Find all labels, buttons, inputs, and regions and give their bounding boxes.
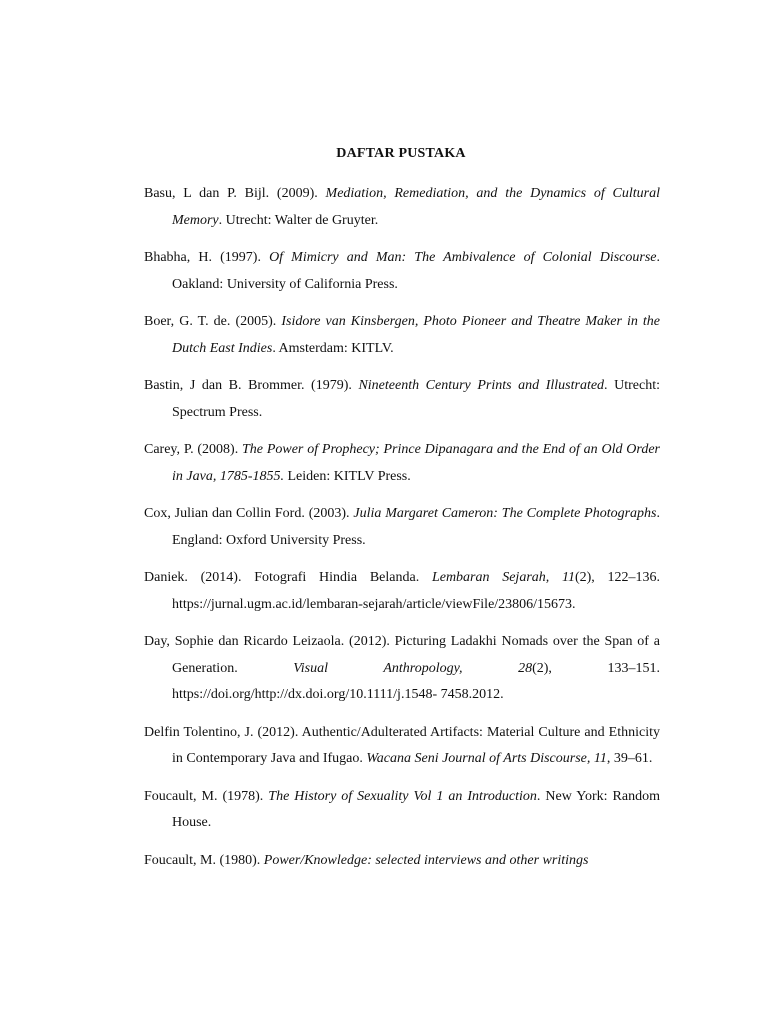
reference-text: . Utrecht: Walter de Gruyter. bbox=[218, 212, 379, 228]
reference-text: , 39–61. bbox=[606, 751, 653, 766]
reference-text: Bastin, J dan B. Brommer. (1979). bbox=[144, 378, 359, 393]
reference-item bbox=[144, 565, 660, 618]
reference-title: Wacana Seni Journal of Arts Discourse, 11 bbox=[366, 751, 607, 766]
reference-text: Carey, P. (2008). bbox=[144, 442, 243, 457]
reference-text: . Utrecht: Spectrum Press. bbox=[172, 378, 660, 420]
reference-item bbox=[144, 309, 660, 362]
reference-text: (2), 133–151. https://doi.org/http://dx.doi.org/10.1111/j.1548- 7458.2012. bbox=[172, 660, 660, 702]
reference-title: Lembaran Sejarah, 11 bbox=[431, 570, 575, 585]
reference-item bbox=[144, 373, 660, 426]
reference-text: Daniek. (2014). Fotografi Hindia Belanda. bbox=[144, 570, 432, 585]
reference-title: Isidore van Kinsbergen, Photo Pioneer and Theatre Maker in the Dutch East Indies bbox=[172, 314, 661, 356]
reference-item bbox=[144, 629, 660, 709]
reference-title: Mediation, Remediation, and the Dynamics of Cultural Memory bbox=[172, 186, 660, 228]
reference-title: Visual Anthropology, 28 bbox=[293, 660, 533, 676]
page-title: DAFTAR PUSTAKA bbox=[336, 146, 466, 161]
reference-item bbox=[144, 181, 660, 234]
reference-text: Boer, G. T. de. (2005). bbox=[144, 314, 282, 329]
reference-text: Leiden: KITLV Press. bbox=[283, 468, 411, 484]
reference-text: . England: Oxford University Press. bbox=[172, 506, 660, 548]
reference-text: Day, Sophie dan Ricardo Leizaola. (2012). Picturing Ladakhi Nomads over the Span of a Generation. bbox=[144, 634, 660, 676]
reference-title: Of Mimicry and Man: The Ambivalence of Colonial Discourse bbox=[269, 250, 657, 265]
reference-text: Foucault, M. (1980). bbox=[144, 852, 264, 868]
reference-item bbox=[144, 784, 660, 837]
reference-title: Nineteenth Century Prints and Illustrated bbox=[358, 378, 605, 393]
reference-text: Foucault, M. (1978). bbox=[144, 788, 269, 804]
reference-item bbox=[144, 245, 660, 298]
reference-title: The Power of Prophecy; Prince Dipanagara and the End of an Old Order in Java, 1785-1855. bbox=[172, 442, 660, 484]
reference-text: Delfin Tolentino, J. (2012). Authentic/Adulterated Artifacts: Material Culture and Ethnicity in Contemporary Java and Ifugao. bbox=[144, 724, 660, 766]
reference-item bbox=[144, 501, 660, 554]
reference-title: Julia Margaret Cameron: The Complete Photographs bbox=[353, 506, 657, 521]
reference-text: . New York: Random House. bbox=[172, 788, 660, 830]
reference-item bbox=[144, 437, 660, 490]
reference-text: . Amsterdam: KITLV. bbox=[272, 340, 394, 356]
reference-text: . Oakland: University of California Press. bbox=[172, 250, 660, 292]
reference-text: (2), 122–136. https://jurnal.ugm.ac.id/lembaran-sejarah/article/viewFile/23806/15673. bbox=[172, 570, 660, 612]
reference-text: Basu, L dan P. Bijl. (2009). bbox=[144, 186, 326, 201]
reference-text: Bhabha, H. (1997). bbox=[144, 250, 270, 265]
reference-item bbox=[144, 848, 660, 875]
reference-item bbox=[144, 720, 660, 773]
reference-title: The History of Sexuality Vol 1 an Introduction bbox=[268, 788, 537, 804]
reference-list bbox=[144, 181, 660, 885]
reference-title: Power/Knowledge: selected interviews and other writings bbox=[263, 852, 589, 868]
reference-text: Cox, Julian dan Collin Ford. (2003). bbox=[144, 506, 354, 521]
